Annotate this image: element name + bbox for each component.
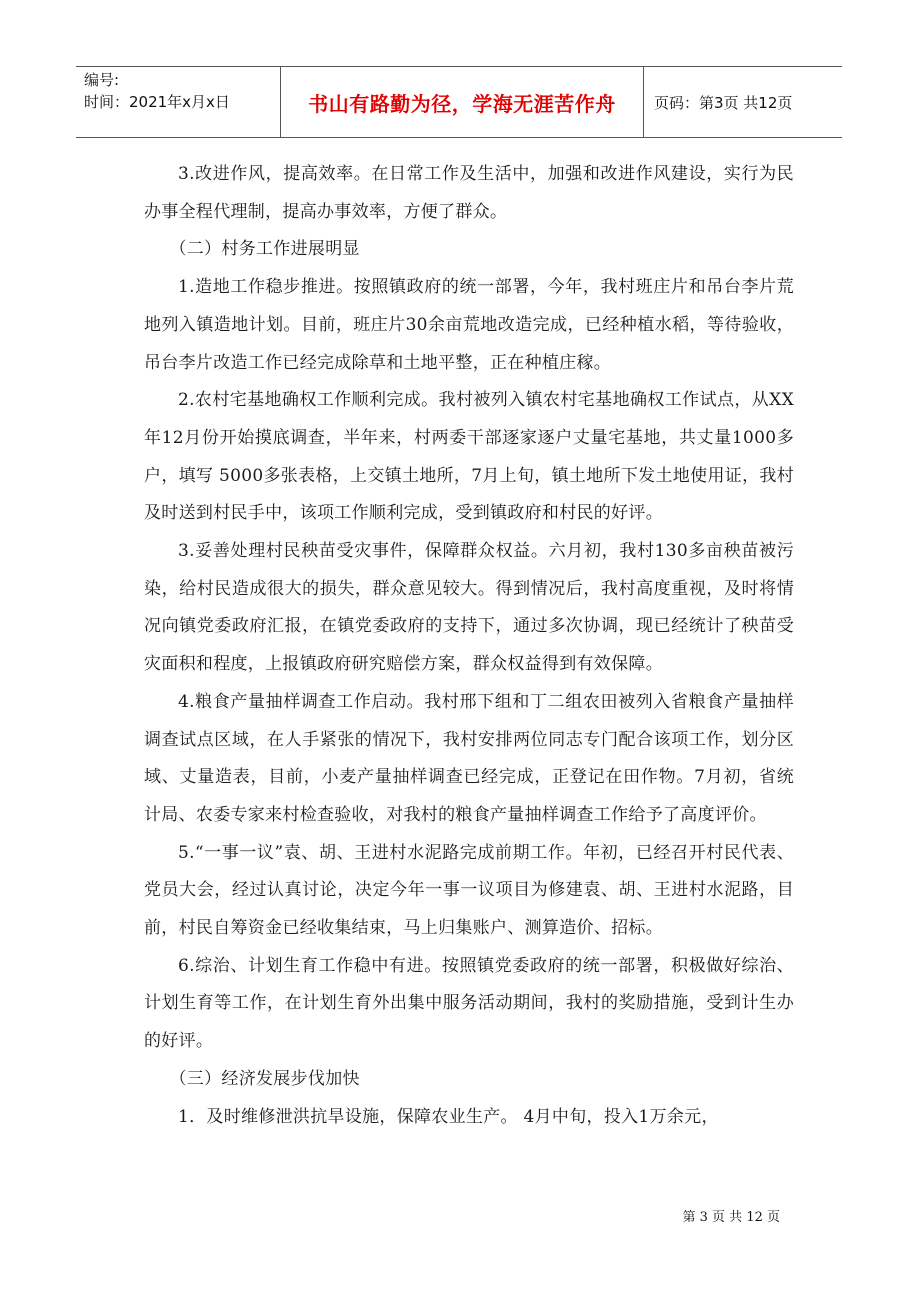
paragraph-6: 4.粮食产量抽样调查工作启动。我村邢下组和丁二组农田被列入省粮食产量抽样调查试点区域，在人手紧张的情况下，我村安排两位同志专门配合该项工作，划分区域、丈量造表，目前，小麦产量抽样调查已经完成，正登记在田作物。7月初，省统计局、农委专家来村检查验收，对我村的粮食产量抽样调查工作给予了高度评价。 — [144, 691, 794, 825]
header-page-info: 页码：第3页 共12页 — [654, 93, 793, 112]
header-meta — [76, 67, 281, 137]
page-footer: 第 3 页 共 12 页 — [682, 1210, 780, 1225]
paragraph-1: 3.改进作风，提高效率。在日常工作及生活中，加强和改进作风建设，实行为民办事全程代理制，提高办事效率，方便了群众。 — [144, 164, 794, 222]
paragraph-4: 2.农村宅基地确权工作顺利完成。我村被列入镇农村宅基地确权工作试点，从XX年12月份开始摸底调查，半年来，村两委干部逐家逐户丈量宅基地，共丈量1000多户，填写 5000多张表格，上交镇土地所，7月上旬，镇土地所下发土地使用证，我村及时送到村民手中，该项工作顺利完成，受到镇政府和村民的好评。 — [144, 390, 794, 524]
paragraph-5: 3.妥善处理村民秧苗受灾事件，保障群众权益。六月初，我村130多亩秧苗被污染，给村民造成很大的损失，群众意见较大。得到情况后，我村高度重视，及时将情况向镇党委政府汇报，在镇党委政府的支持下，通过多次协调，现已经统计了秧苗受灾面积和程度，上报镇政府研究赔偿方案，群众权益得到有效保障。 — [144, 541, 794, 675]
date-label: 时间：2021年x月x日 — [84, 93, 230, 111]
document-body — [144, 156, 794, 1136]
paragraph-3: 1.造地工作稳步推进。按照镇政府的统一部署，今年，我村班庄片和吊台李片荒地列入镇造地计划。目前，班庄片30余亩荒地改造完成，已经种植水稻，等待验收，吊台李片改造工作已经完成除草和土地平整，正在种植庄稼。 — [144, 277, 794, 373]
page-header — [76, 66, 842, 138]
paragraph-7: 5.“一事一议”袁、胡、王进村水泥路完成前期工作。年初，已经召开村民代表、党员大会，经过认真讨论，决定今年一事一议项目为修建袁、胡、王进村水泥路，目前，村民自筹资金已经收集结束，马上归集账户、测算造价、招标。 — [144, 842, 794, 939]
header-motto: 书山有路勤为径，学海无涯苦作舟 — [281, 67, 644, 137]
paragraph-10: 1．及时维修泄洪抗旱设施，保障农业生产。 4月中旬，投入1万余元， — [178, 1106, 719, 1127]
section-heading-2: （二）村务工作进展明显 — [169, 239, 360, 260]
paragraph-8: 6.综治、计划生育工作稳中有进。按照镇党委政府的统一部署，积极做好综治、计划生育等工作，在计划生育外出集中服务活动期间，我村的奖励措施，受到计生办的好评。 — [144, 955, 794, 1052]
serial-label: 编号: — [84, 71, 120, 89]
section-heading-3: （三）经济发展步伐加快 — [169, 1068, 360, 1089]
